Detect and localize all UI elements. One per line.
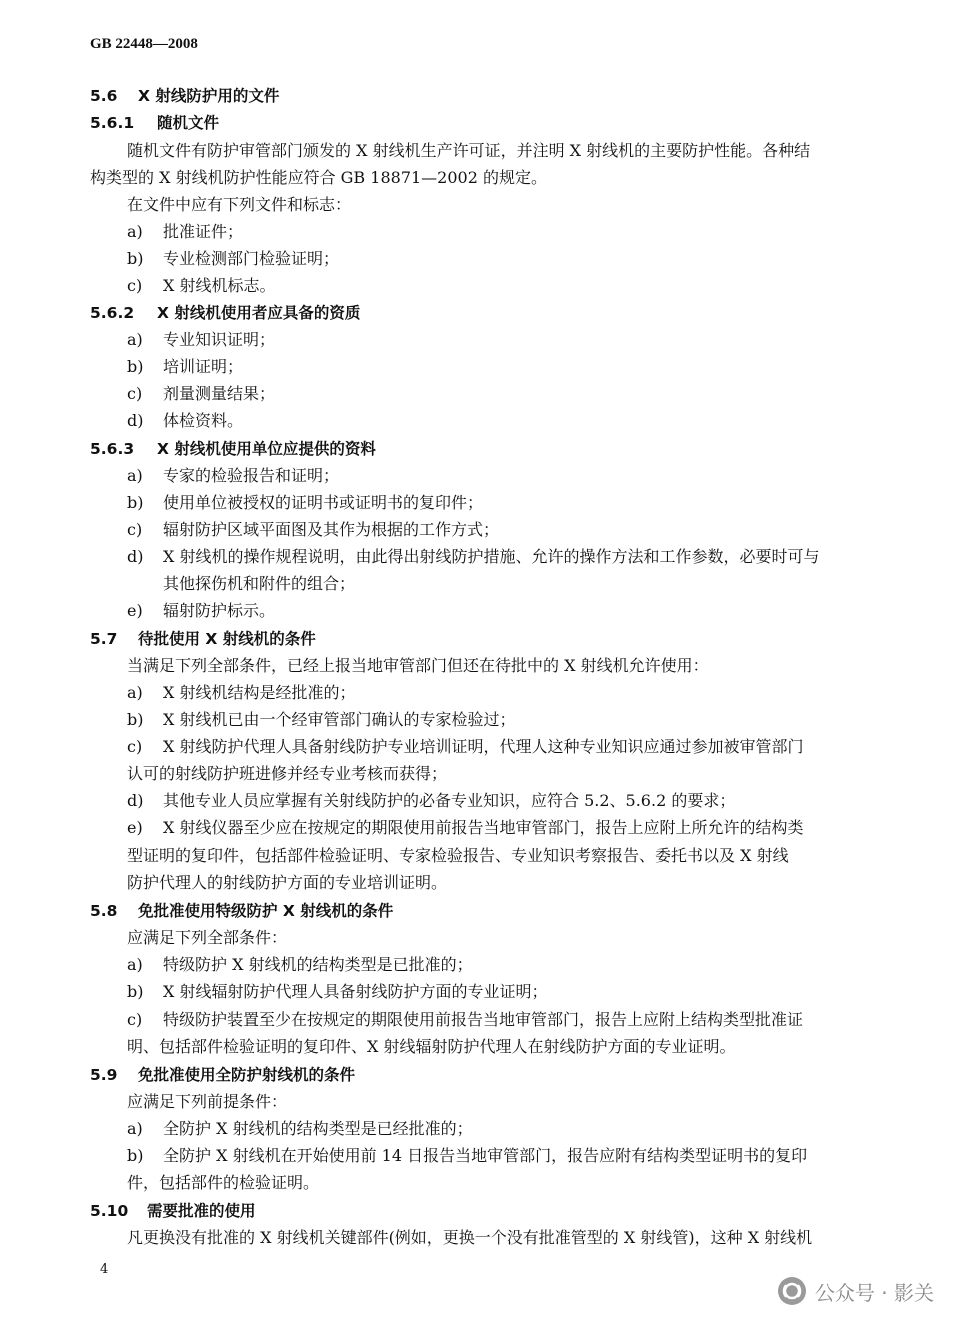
list-label: a) [127, 222, 143, 241]
watermark [777, 1276, 934, 1306]
section-title: 待批使用 X 射线机的条件 [138, 630, 316, 648]
list-label: b) [127, 493, 144, 512]
section-title: 随机文件 [157, 114, 220, 132]
section-number: 5.6.1 [90, 114, 135, 132]
list-label: b) [127, 982, 144, 1001]
list-text: X 射线机的操作规程说明，由此得出射线防护措施、允许的操作方法和工作参数，必要时可与 [163, 547, 820, 566]
list-text: 使用单位被授权的证明书或证明书的复印件； [163, 493, 484, 512]
list-text: X 射线机已由一个经审管部门确认的专家检验过； [163, 710, 516, 729]
section-title: X 射线机使用者应具备的资质 [157, 304, 361, 322]
section-title: 需要批准的使用 [147, 1202, 256, 1220]
list-label: e) [127, 601, 143, 620]
section-title: X 射线机使用单位应提供的资料 [157, 440, 376, 458]
list-text: 批准证件； [163, 222, 244, 241]
paragraph-text: 应满足下列前提条件： [127, 1092, 288, 1111]
section-title: 免批准使用特级防护 X 射线机的条件 [138, 902, 394, 920]
list-text: X 射线机结构是经批准的； [163, 683, 356, 702]
page-number: 4 [100, 1262, 109, 1277]
paragraph-text: 当满足下列全部条件，已经上报当地审管部门但还在待批中的 X 射线机允许使用： [127, 656, 709, 675]
list-text: 明、包括部件检验证明的复印件、X 射线辐射防护代理人在射线防护方面的专业证明。 [127, 1037, 736, 1056]
list-text: X 射线辐射防护代理人具备射线防护方面的专业证明； [163, 982, 548, 1001]
list-label: a) [127, 1119, 143, 1138]
standard-number: GB 22448—2008 [90, 36, 198, 52]
list-text: 特级防护装置至少在按规定的期限使用前报告当地审管部门，报告上应附上结构类型批准证 [163, 1010, 804, 1029]
section-number: 5.6.2 [90, 304, 135, 322]
wechat-official-account-icon [777, 1276, 807, 1306]
section-number: 5.9 [90, 1066, 118, 1084]
list-label: c) [127, 520, 143, 539]
list-text: 辐射防护区域平面图及其作为根据的工作方式； [163, 520, 500, 539]
paragraph-text: 构类型的 X 射线机防护性能应符合 GB 18871—2002 的规定。 [90, 168, 547, 187]
list-label: d) [127, 547, 144, 566]
watermark-text: 公众号 · 影关 [814, 1280, 934, 1305]
paragraph-text: 应满足下列全部条件： [127, 928, 288, 947]
list-text: 其他专业人员应掌握有关射线防护的必备专业知识，应符合 5.2、5.6.2 的要求； [163, 791, 736, 810]
list-label: c) [127, 276, 143, 295]
list-label: d) [127, 791, 144, 810]
section-title: 免批准使用全防护射线机的条件 [138, 1066, 356, 1084]
list-label: c) [127, 1010, 143, 1029]
list-label: a) [127, 330, 143, 349]
list-label: b) [127, 1146, 144, 1165]
section-number: 5.10 [90, 1202, 129, 1220]
list-label: e) [127, 818, 143, 837]
section-number: 5.8 [90, 902, 118, 920]
paragraph-text: 随机文件有防护审管部门颁发的 X 射线机生产许可证，并注明 X 射线机的主要防护性能。各种结 [127, 141, 811, 160]
list-text: 培训证明； [163, 357, 244, 376]
list-text: 专家的检验报告和证明； [163, 466, 340, 485]
list-text: X 射线仪器至少应在按规定的期限使用前报告当地审管部门，报告上应附上所允许的结构类 [163, 818, 804, 837]
list-text: 剂量测量结果； [163, 384, 276, 403]
list-label: c) [127, 384, 143, 403]
list-text: X 射线机标志。 [163, 276, 276, 295]
list-text: 专业知识证明； [163, 330, 276, 349]
list-label: d) [127, 411, 144, 430]
list-label: b) [127, 357, 144, 376]
list-label: b) [127, 249, 144, 268]
list-text: 件，包括部件的检验证明。 [127, 1173, 320, 1192]
list-text: 特级防护 X 射线机的结构类型是已批准的； [163, 955, 473, 974]
list-text: 辐射防护标示。 [163, 601, 276, 620]
list-text: X 射线防护代理人具备射线防护专业培训证明，代理人这种专业知识应通过参加被审管部门 [163, 737, 804, 756]
section-title: X 射线防护用的文件 [138, 87, 280, 105]
list-text: 型证明的复印件，包括部件检验证明、专家检验报告、专业知识考察报告、委托书以及 X 射线 [127, 846, 789, 865]
list-label: a) [127, 683, 143, 702]
list-text: 专业检测部门检验证明； [163, 249, 340, 268]
section-number: 5.6.3 [90, 440, 135, 458]
list-text: 体检资料。 [163, 411, 244, 430]
list-text: 其他探伤机和附件的组合； [163, 574, 356, 593]
list-label: c) [127, 737, 143, 756]
list-label: b) [127, 710, 144, 729]
paragraph-text: 在文件中应有下列文件和标志： [127, 195, 352, 214]
list-label: a) [127, 466, 143, 485]
list-text: 认可的射线防护班进修并经专业考核而获得； [127, 764, 448, 783]
paragraph-text: 凡更换没有批准的 X 射线机关键部件(例如，更换一个没有批准管型的 X 射线管)，这种 X 射线机 [127, 1228, 813, 1247]
section-number: 5.6 [90, 87, 118, 105]
list-text: 全防护 X 射线机的结构类型是已经批准的； [163, 1119, 473, 1138]
list-text: 全防护 X 射线机在开始使用前 14 日报告当地审管部门，报告应附有结构类型证明书的复印 [163, 1146, 808, 1165]
section-number: 5.7 [90, 630, 118, 648]
list-label: a) [127, 955, 143, 974]
list-text: 防护代理人的射线防护方面的专业培训证明。 [127, 873, 448, 892]
